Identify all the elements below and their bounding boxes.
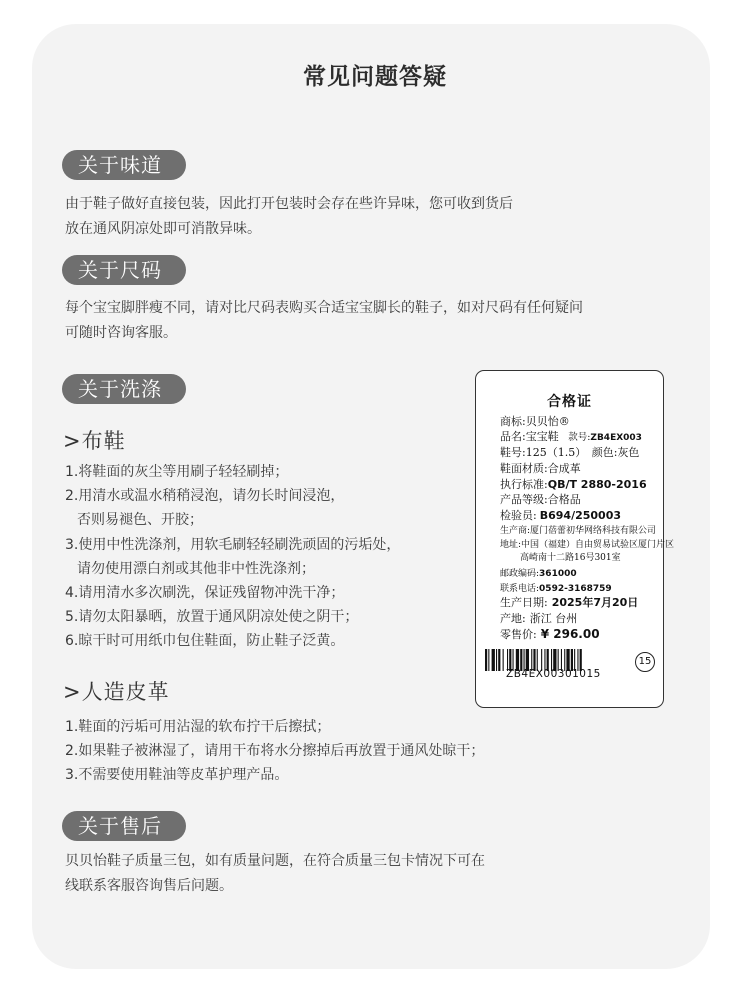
cert-material-label: 鞋面材质: <box>500 462 548 475</box>
cert-postcode-value: 361000 <box>539 569 577 579</box>
smell-text <box>65 192 625 242</box>
cert-standard-value: QB/T 2880-2016 <box>547 478 647 491</box>
list-item: 2.用清水或温水稍稍浸泡，请勿长时间浸泡， <box>65 488 345 505</box>
cert-address <box>500 537 674 550</box>
cert-size-value: 125（1.5） <box>525 446 587 459</box>
list-item: 4.请用清水多次刷洗，保证残留物冲洗干净； <box>65 585 345 602</box>
cert-address-2 <box>520 550 621 563</box>
cert-material <box>500 460 581 476</box>
cloth-shoes-steps <box>65 460 400 654</box>
cert-inspector-label: 检验员: <box>500 509 537 522</box>
certificate-tag <box>475 370 675 708</box>
cert-origin-label: 产地: <box>500 612 526 625</box>
cert-maker <box>500 523 656 536</box>
cert-address-label: 地址: <box>500 540 522 550</box>
cert-grade-value: 合格品 <box>547 493 581 506</box>
list-item: 1.将鞋面的灰尘等用刷子轻轻刷掉； <box>65 464 289 480</box>
page-title: 常见问题答疑 <box>303 64 447 90</box>
cert-address-line-1: 中国（福建）自由贸易试验区厦门片区 <box>521 540 675 550</box>
cert-grade-label: 产品等级: <box>500 493 548 506</box>
cert-model-value: ZB4EX003 <box>590 433 642 443</box>
cert-date-value: 2025年7月20日 <box>551 596 639 609</box>
section-pill-washing: 关于洗涤 <box>62 374 186 404</box>
leather-steps <box>65 715 484 788</box>
section-pill-aftersale: 关于售后 <box>62 811 186 841</box>
cert-phone <box>500 581 612 594</box>
cert-maker-label: 生产商: <box>500 526 531 536</box>
cert-model-label: 款号: <box>568 432 591 443</box>
cert-inspector-value: B694/250003 <box>539 509 622 522</box>
list-item: 2.如果鞋子被淋湿了，请用干布将水分擦掉后再放置于通风处晾干； <box>65 743 485 760</box>
cert-product-value: 宝宝鞋 <box>525 430 559 443</box>
size-text <box>65 296 625 346</box>
cert-standard <box>500 476 647 492</box>
cert-price-value: ¥ 296.00 <box>540 627 600 641</box>
list-item: 3.使用中性洗涤剂，用软毛刷轻轻刷洗顽固的污垢处， <box>65 536 401 553</box>
cert-size <box>500 444 639 460</box>
cert-price-label: 零售价: <box>500 628 537 641</box>
cert-price <box>500 626 600 642</box>
cert-postcode-label: 邮政编码: <box>500 569 540 579</box>
cert-phone-value: 0592-3168759 <box>539 584 612 594</box>
cert-origin-value: 浙江 台州 <box>529 612 578 625</box>
leather-heading: >人造皮革 <box>63 680 170 704</box>
cert-brand-value: 贝贝怡® <box>525 415 570 428</box>
cert-address-line-2: 高崎南十二路16号301室 <box>520 553 621 563</box>
size-line-1: 每个宝宝脚胖瘦不同，请对比尺码表购买合适宝宝脚长的鞋子，如对尺码有任何疑问 <box>65 300 583 316</box>
list-item: 否则易褪色、开胶； <box>77 512 203 529</box>
cert-brand-label: 商标: <box>500 415 526 428</box>
size-line-2: 可随时咨询客服。 <box>65 325 177 341</box>
cert-size-label: 鞋号: <box>500 446 526 459</box>
cert-phone-label: 联系电话: <box>500 584 540 594</box>
aftersale-line-2: 线联系客服咨询售后问题。 <box>65 878 233 894</box>
size-circle-badge: 15 <box>635 652 655 672</box>
list-item: 6.晾干时可用纸巾包住鞋面，防止鞋子泛黄。 <box>65 633 345 650</box>
aftersale-text <box>65 849 625 899</box>
cert-postcode <box>500 566 577 579</box>
cert-date <box>500 594 638 610</box>
cert-date-label: 生产日期: <box>500 596 548 609</box>
list-item: 1.鞋面的污垢可用沾湿的软布拧干后擦拭； <box>65 719 331 735</box>
certificate-title: 合格证 <box>547 394 592 410</box>
smell-line-1: 由于鞋子做好直接包装，因此打开包装时会存在些许异味，您可收到货后 <box>65 196 513 212</box>
barcode-number: ZB4EX00301015 <box>506 668 601 680</box>
smell-line-2: 放在通风阴凉处即可消散异味。 <box>65 221 261 237</box>
cert-material-value: 合成革 <box>547 462 581 475</box>
cert-color-label: 颜色: <box>591 446 618 459</box>
cert-product <box>500 428 642 444</box>
list-item: 请勿使用漂白剂或其他非中性洗涤剂； <box>77 560 315 577</box>
cert-inspector <box>500 507 621 523</box>
cert-brand <box>500 413 570 429</box>
cert-grade <box>500 491 581 507</box>
list-item: 3.不需要使用鞋油等皮革护理产品。 <box>65 767 289 784</box>
cert-maker-value: 厦门蓓蕾初华网络科技有限公司 <box>530 526 657 536</box>
aftersale-line-1: 贝贝怡鞋子质量三包，如有质量问题，在符合质量三包卡情况下可在 <box>65 853 485 869</box>
section-pill-smell: 关于味道 <box>62 150 186 180</box>
section-pill-size: 关于尺码 <box>62 255 186 285</box>
cert-origin <box>500 610 577 626</box>
cert-product-label: 品名: <box>500 430 526 443</box>
cloth-shoes-heading: >布鞋 <box>63 429 126 453</box>
cert-color-value: 灰色 <box>617 446 640 459</box>
list-item: 5.请勿太阳暴晒，放置于通风阴凉处使之阴干； <box>65 609 359 626</box>
cert-standard-label: 执行标准: <box>500 478 548 491</box>
